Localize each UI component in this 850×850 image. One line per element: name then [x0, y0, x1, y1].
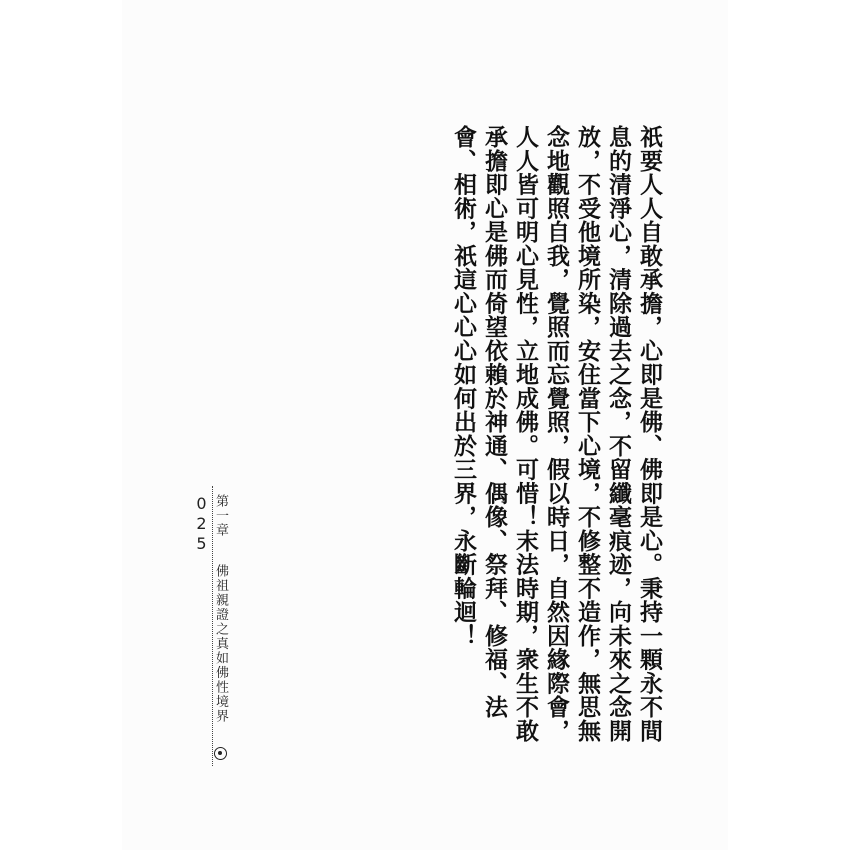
page-number: 025 — [192, 494, 211, 554]
chapter-label: 第一章 — [213, 494, 228, 538]
body-text — [450, 125, 665, 745]
chapter-title: 佛祖親證之真如佛性境界 — [213, 564, 228, 724]
page-footer — [192, 486, 228, 786]
body-paragraph: 祇要人人自敢承擔，心即是佛、佛即是心。秉持一顆永不間息的清淨心，清除過去之念，不留纖毫痕迹，向未來之念開放，不受他境所染，安住當下心境，不修整不造作，無思無念地觀照自我，覺照而忘覺照，假以時日，自然因緣際會，人人皆可明心見性，立地成佛。可惜！末法時期，衆生不敢承擔即心是佛而倚望依賴於神通、偶像、祭拜、修福、法會、相術，祇這心心心如何出於三界，永斷輪迴！ — [450, 125, 663, 743]
circle-dot-icon — [214, 747, 227, 760]
footer-text — [192, 494, 230, 786]
